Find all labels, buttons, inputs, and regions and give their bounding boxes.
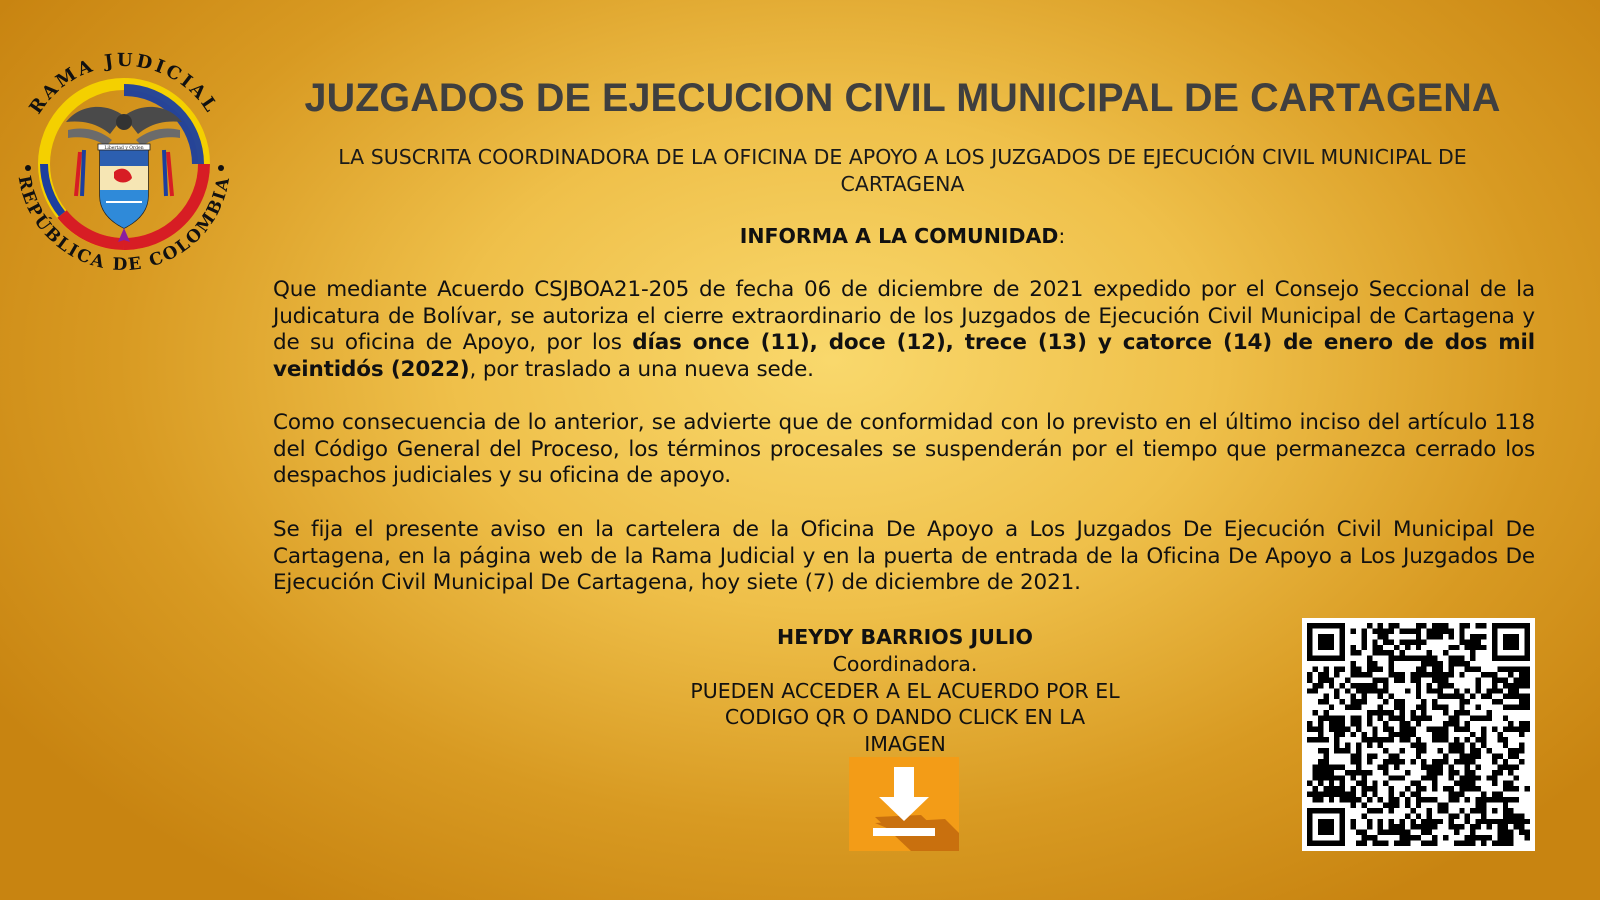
paragraph-consecuencia: Como consecuencia de lo anterior, se advierte que de conformidad con lo previsto en el último inciso del artículo 118 del Código General del Proceso, los términos procesales se suspenderán por el tiempo que permanezca cerrado los despachos judiciales y su oficina de apoyo. [273, 410, 1535, 489]
paragraph-acuerdo-dates: días once (11), doce (12), trece (13) y catorce (14) de enero de dos mil veintidós (2022) [273, 330, 1535, 383]
qr-code[interactable] [1302, 618, 1535, 851]
informa-colon: : [1058, 224, 1066, 248]
seal-text-bottom: REPÚBLICA DE COLOMBIA [13, 174, 235, 276]
signer-name: HEYDY BARRIOS JULIO [777, 625, 1033, 649]
seal-dot [218, 165, 224, 171]
page-title: JUZGADOS DE EJECUCION CIVIL MUNICIPAL DE CARTAGENA [304, 76, 1501, 120]
paragraph-acuerdo [273, 277, 1535, 384]
signer-role: Coordinadora. [832, 651, 978, 676]
download-button[interactable] [849, 757, 959, 851]
informa-heading [270, 224, 1535, 248]
informa-label: INFORMA A LA COMUNIDAD [739, 224, 1059, 248]
paragraph-acuerdo-end: , por traslado a una nueva sede. [469, 357, 814, 383]
signature-block [680, 624, 1130, 758]
rama-judicial-seal [6, 46, 242, 282]
paragraph-aviso: Se fija el presente aviso en la cartelera de la Oficina De Apoyo a Los Juzgados De Ejecución Civil Municipal De Cartagena, en la página web de la Rama Judicial y en la puerta de entrada de la Oficina De Apoyo a Los Juzgados De Ejecución Civil Municipal De Cartagena, hoy siete (7) de diciembre de 2021. [273, 517, 1535, 596]
seal-text-top: RAMA JUDICIAL [25, 49, 223, 119]
seal-banner-text: Libertad y Orden [104, 146, 144, 151]
paragraph-acuerdo-intro: Que mediante Acuerdo CSJBOA21-205 de fecha 06 de diciembre de 2021 expedido por el Consejo Seccional de la Judicatura de Bolívar, se autoriza el cierre extraordinario de los Juzgados de Ejecución Civil Municipal de Cartagena y de su oficina de Apoyo, por los [273, 277, 1535, 356]
seal-dot [25, 165, 31, 171]
page-subtitle: LA SUSCRITA COORDINADORA DE LA OFICINA DE APOYO A LOS JUZGADOS DE EJECUCIÓN CIVIL MUNICIPAL DE CARTAGENA [338, 145, 1467, 196]
access-note: PUEDEN ACCEDER A EL ACUERDO POR EL CODIGO QR O DANDO CLICK EN LA IMAGEN [690, 678, 1120, 757]
download-icon [849, 757, 959, 851]
qr-code-icon [1307, 623, 1530, 846]
coat-of-arms-icon [66, 107, 182, 242]
